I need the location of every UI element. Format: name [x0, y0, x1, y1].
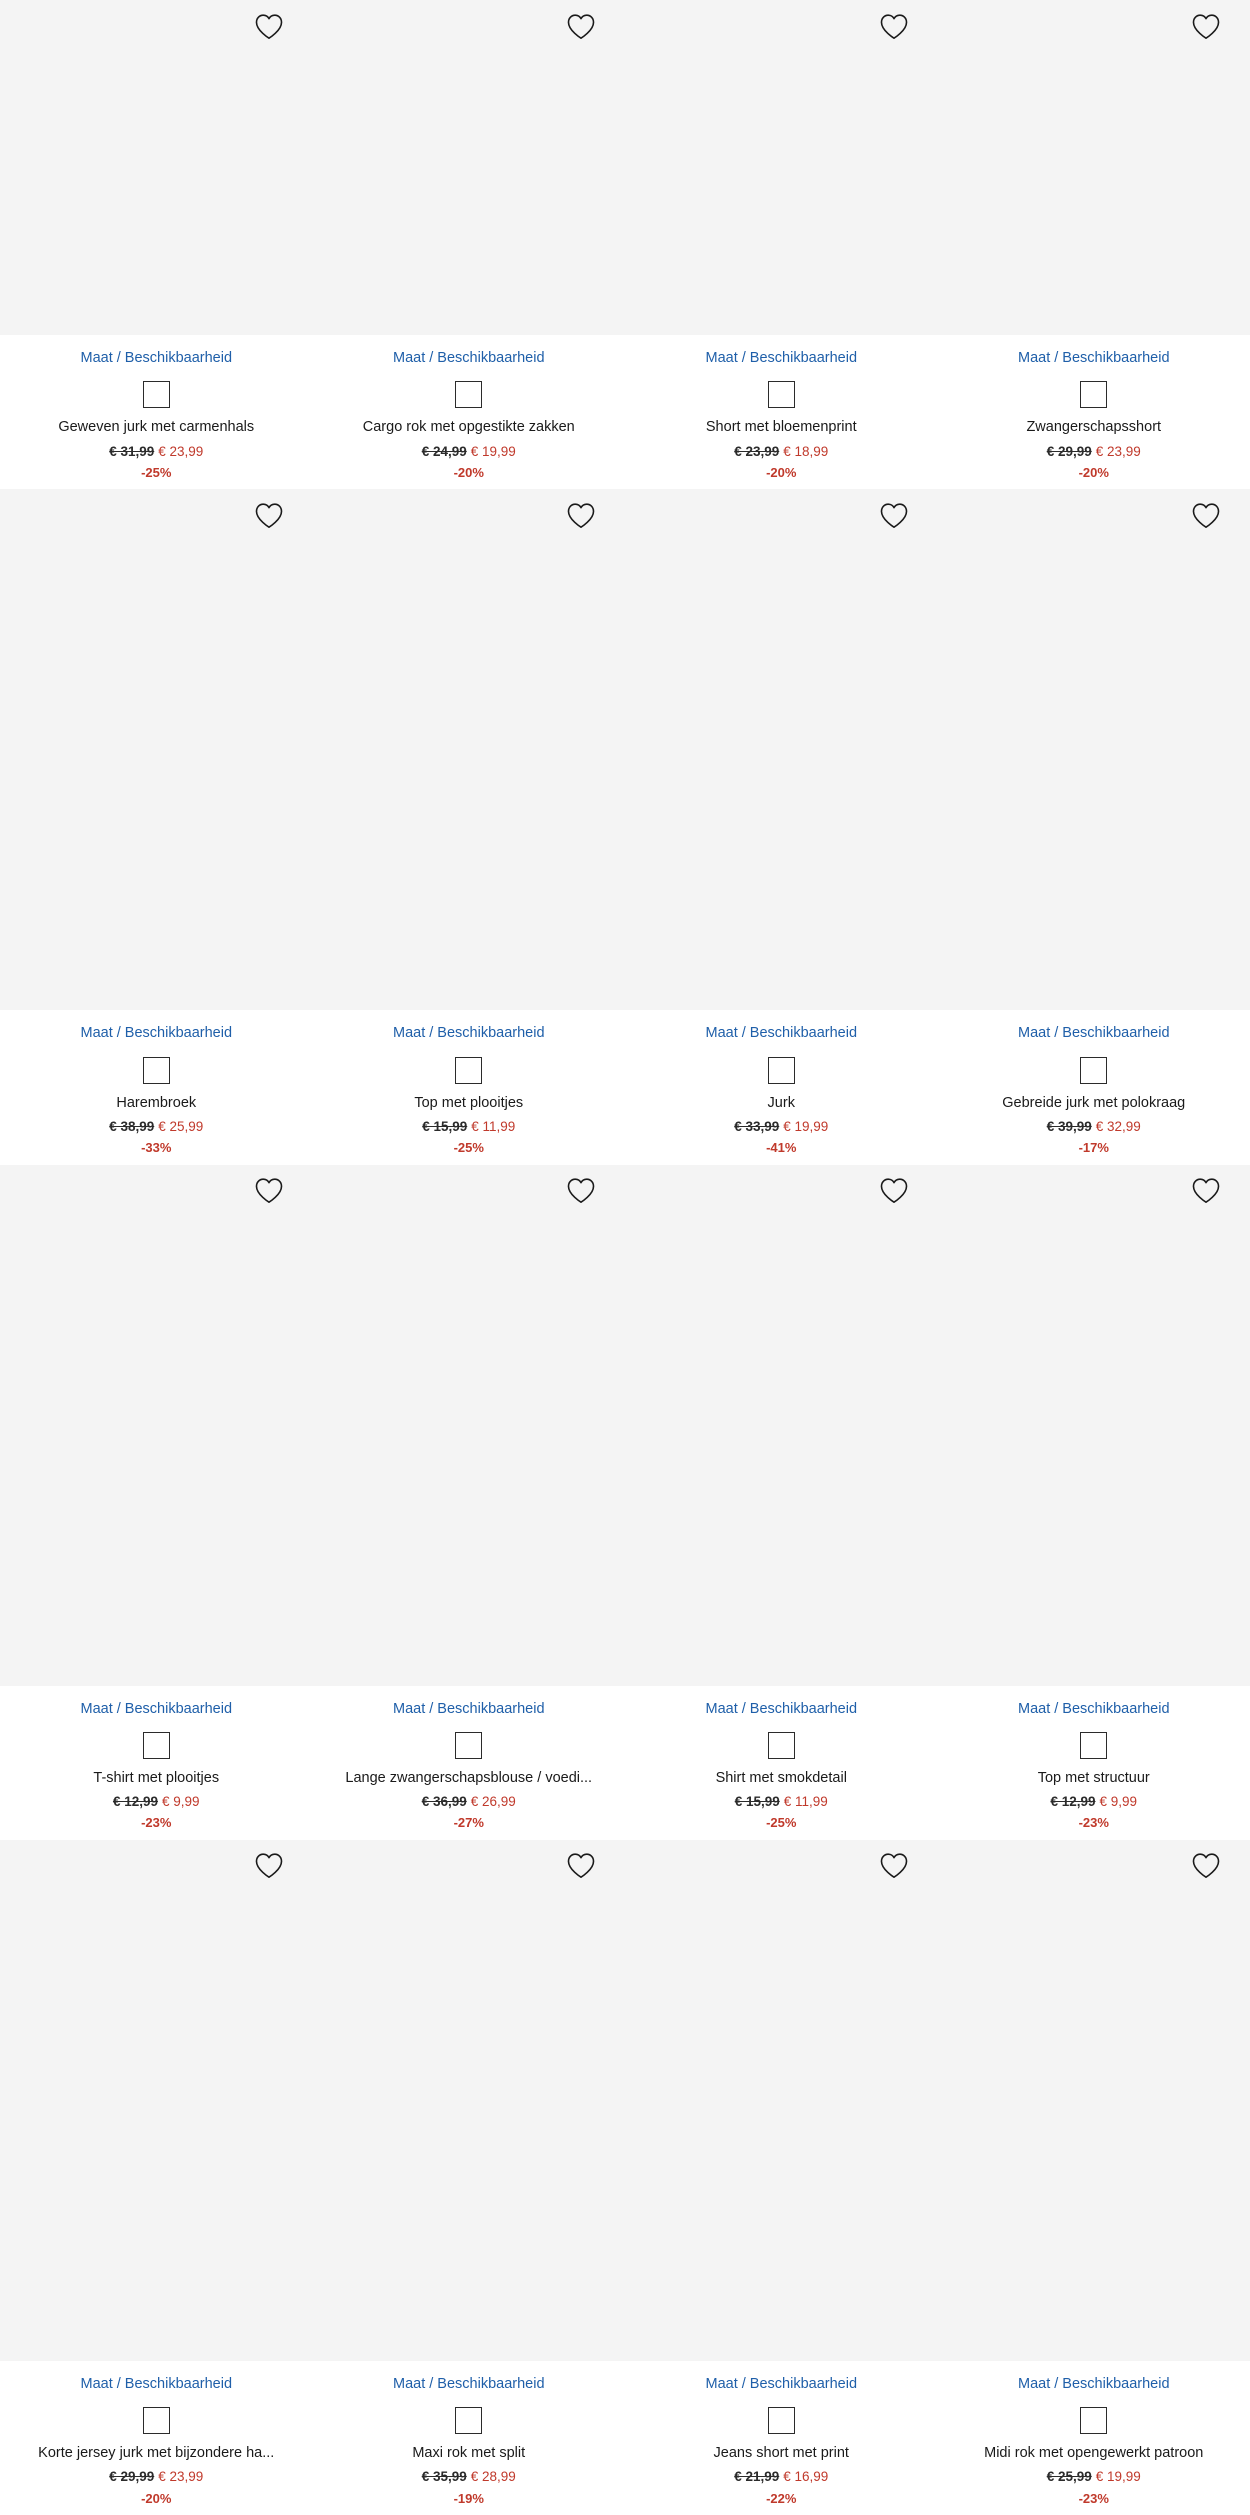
product-meta: [0, 1686, 313, 1831]
size-availability-link[interactable]: Maat / Beschikbaarheid: [393, 1701, 545, 1718]
product-image[interactable]: [938, 0, 1250, 335]
size-availability-link[interactable]: Maat / Beschikbaarheid: [705, 2376, 857, 2393]
product-meta: [0, 2361, 313, 2506]
product-image[interactable]: [625, 489, 938, 1010]
product-meta: [625, 1010, 938, 1155]
color-swatch[interactable]: [455, 1057, 482, 1084]
product-prices: [0, 1119, 313, 1135]
product-image[interactable]: [0, 1840, 313, 2361]
original-price: € 15,99: [735, 1794, 780, 1809]
product-meta: [313, 1010, 626, 1155]
product-card[interactable]: [938, 489, 1250, 1155]
product-meta: [625, 335, 938, 480]
heart-outline-icon[interactable]: [251, 8, 287, 44]
product-image[interactable]: [313, 1840, 626, 2361]
original-price: € 29,99: [1047, 444, 1092, 459]
sale-price: € 28,99: [471, 2469, 516, 2484]
product-meta: [313, 2361, 626, 2506]
sale-price: € 18,99: [783, 444, 828, 459]
product-prices: [938, 1794, 1250, 1810]
product-image[interactable]: [625, 0, 938, 335]
product-title[interactable]: Shirt met smokdetail: [625, 1769, 938, 1787]
product-meta: [625, 2361, 938, 2506]
discount-badge: -17%: [938, 1140, 1250, 1156]
heart-outline-icon[interactable]: [1188, 8, 1224, 44]
product-meta: [625, 1686, 938, 1831]
product-prices: [0, 444, 313, 460]
product-meta: [938, 2361, 1250, 2506]
discount-badge: -19%: [313, 2491, 626, 2507]
product-card[interactable]: [313, 1165, 626, 1831]
product-title[interactable]: Top met structuur: [938, 1769, 1250, 1787]
sale-price: € 9,99: [1100, 1794, 1138, 1809]
discount-badge: -27%: [313, 1815, 626, 1831]
original-price: € 23,99: [734, 444, 779, 459]
color-swatch[interactable]: [768, 1057, 795, 1084]
product-meta: [313, 1686, 626, 1831]
color-swatch[interactable]: [768, 381, 795, 408]
product-card[interactable]: [625, 1165, 938, 1831]
product-title[interactable]: Maxi rok met split: [313, 2444, 626, 2462]
original-price: € 38,99: [109, 1119, 154, 1134]
color-swatch[interactable]: [143, 381, 170, 408]
sale-price: € 23,99: [158, 444, 203, 459]
product-meta: [0, 335, 313, 480]
product-image[interactable]: [313, 489, 626, 1010]
heart-outline-icon[interactable]: [563, 8, 599, 44]
size-availability-link[interactable]: Maat / Beschikbaarheid: [705, 1701, 857, 1718]
color-swatch[interactable]: [1080, 1057, 1107, 1084]
product-prices: [313, 1119, 626, 1135]
size-availability-link[interactable]: Maat / Beschikbaarheid: [80, 1701, 232, 1718]
discount-badge: -23%: [938, 2491, 1250, 2507]
product-title[interactable]: Jeans short met print: [625, 2444, 938, 2462]
original-price: € 15,99: [422, 1119, 467, 1134]
product-title[interactable]: Geweven jurk met carmenhals: [0, 418, 313, 436]
size-availability-link[interactable]: Maat / Beschikbaarheid: [393, 1025, 545, 1042]
product-meta: [938, 335, 1250, 480]
product-card[interactable]: [313, 1840, 626, 2506]
product-title[interactable]: Cargo rok met opgestikte zakken: [313, 418, 626, 436]
sale-price: € 23,99: [158, 2469, 203, 2484]
size-availability-link[interactable]: Maat / Beschikbaarheid: [1018, 2376, 1170, 2393]
color-swatch[interactable]: [455, 1732, 482, 1759]
discount-badge: -33%: [0, 1140, 313, 1156]
discount-badge: -25%: [0, 465, 313, 481]
product-title[interactable]: Korte jersey jurk met bijzondere ha...: [0, 2444, 313, 2462]
product-row: [0, 489, 1250, 1155]
heart-outline-icon[interactable]: [1188, 497, 1224, 533]
color-swatch[interactable]: [1080, 381, 1107, 408]
original-price: € 12,99: [113, 1794, 158, 1809]
product-prices: [625, 1794, 938, 1810]
size-availability-link[interactable]: Maat / Beschikbaarheid: [80, 350, 232, 367]
product-meta: [313, 335, 626, 480]
product-prices: [938, 2469, 1250, 2485]
product-prices: [938, 444, 1250, 460]
original-price: € 21,99: [734, 2469, 779, 2484]
sale-price: € 11,99: [471, 1119, 515, 1134]
discount-badge: -25%: [625, 1815, 938, 1831]
product-prices: [0, 2469, 313, 2485]
product-image[interactable]: [0, 0, 313, 335]
discount-badge: -41%: [625, 1140, 938, 1156]
product-card[interactable]: [625, 489, 938, 1155]
color-swatch[interactable]: [1080, 2407, 1107, 2434]
product-title[interactable]: Gebreide jurk met polokraag: [938, 1094, 1250, 1112]
product-card[interactable]: [0, 0, 313, 480]
product-image[interactable]: [625, 1840, 938, 2361]
color-swatch[interactable]: [1080, 1732, 1107, 1759]
discount-badge: -20%: [313, 465, 626, 481]
original-price: € 31,99: [109, 444, 154, 459]
size-availability-link[interactable]: Maat / Beschikbaarheid: [1018, 350, 1170, 367]
size-availability-link[interactable]: Maat / Beschikbaarheid: [1018, 1025, 1170, 1042]
original-price: € 25,99: [1047, 2469, 1092, 2484]
original-price: € 24,99: [422, 444, 467, 459]
product-title[interactable]: Jurk: [625, 1094, 938, 1112]
size-availability-link[interactable]: Maat / Beschikbaarheid: [705, 1025, 857, 1042]
heart-outline-icon[interactable]: [563, 1173, 599, 1209]
size-availability-link[interactable]: Maat / Beschikbaarheid: [393, 2376, 545, 2393]
size-availability-link[interactable]: Maat / Beschikbaarheid: [80, 1025, 232, 1042]
product-image[interactable]: [938, 1840, 1250, 2361]
discount-badge: -22%: [625, 2491, 938, 2507]
color-swatch[interactable]: [455, 381, 482, 408]
heart-outline-icon[interactable]: [251, 1173, 287, 1209]
product-image[interactable]: [625, 1165, 938, 1686]
heart-outline-icon[interactable]: [563, 1848, 599, 1884]
sale-price: € 19,99: [783, 1119, 828, 1134]
color-swatch[interactable]: [768, 2407, 795, 2434]
heart-outline-icon[interactable]: [1188, 1848, 1224, 1884]
product-prices: [625, 444, 938, 460]
size-availability-link[interactable]: Maat / Beschikbaarheid: [80, 2376, 232, 2393]
size-availability-link[interactable]: Maat / Beschikbaarheid: [705, 350, 857, 367]
size-availability-link[interactable]: Maat / Beschikbaarheid: [1018, 1701, 1170, 1718]
color-swatch[interactable]: [143, 2407, 170, 2434]
heart-outline-icon[interactable]: [251, 1848, 287, 1884]
product-title[interactable]: Harembroek: [0, 1094, 313, 1112]
heart-outline-icon[interactable]: [563, 497, 599, 533]
color-swatch[interactable]: [143, 1732, 170, 1759]
product-meta: [0, 1010, 313, 1155]
product-card[interactable]: [938, 1165, 1250, 1831]
heart-outline-icon[interactable]: [876, 1173, 912, 1209]
product-card[interactable]: [625, 0, 938, 480]
product-row: [0, 1840, 1250, 2506]
product-row: [0, 1165, 1250, 1831]
product-image[interactable]: [313, 0, 626, 335]
product-prices: [625, 1119, 938, 1135]
product-prices: [0, 1794, 313, 1810]
product-meta: [938, 1686, 1250, 1831]
product-card[interactable]: [0, 1165, 313, 1831]
original-price: € 39,99: [1047, 1119, 1092, 1134]
heart-outline-icon[interactable]: [876, 8, 912, 44]
original-price: € 33,99: [734, 1119, 779, 1134]
product-image[interactable]: [938, 489, 1250, 1010]
heart-outline-icon[interactable]: [876, 1848, 912, 1884]
product-title[interactable]: Lange zwangerschapsblouse / voedi...: [313, 1769, 626, 1787]
product-row: [0, 0, 1250, 480]
product-image[interactable]: [0, 489, 313, 1010]
product-title[interactable]: Midi rok met opengewerkt patroon: [938, 2444, 1250, 2462]
product-title[interactable]: Top met plooitjes: [313, 1094, 626, 1112]
product-card[interactable]: [313, 489, 626, 1155]
product-title[interactable]: Short met bloemenprint: [625, 418, 938, 436]
product-prices: [625, 2469, 938, 2485]
original-price: € 35,99: [422, 2469, 467, 2484]
sale-price: € 19,99: [1096, 2469, 1141, 2484]
product-card[interactable]: [0, 489, 313, 1155]
discount-badge: -25%: [313, 1140, 626, 1156]
discount-badge: -23%: [938, 1815, 1250, 1831]
product-card[interactable]: [625, 1840, 938, 2506]
heart-outline-icon[interactable]: [251, 497, 287, 533]
product-meta: [938, 1010, 1250, 1155]
heart-outline-icon[interactable]: [1188, 1173, 1224, 1209]
discount-badge: -20%: [0, 2491, 313, 2507]
original-price: € 36,99: [422, 1794, 467, 1809]
discount-badge: -23%: [0, 1815, 313, 1831]
product-card[interactable]: [0, 1840, 313, 2506]
product-prices: [313, 1794, 626, 1810]
sale-price: € 26,99: [471, 1794, 516, 1809]
sale-price: € 25,99: [158, 1119, 203, 1134]
sale-price: € 16,99: [783, 2469, 828, 2484]
sale-price: € 19,99: [471, 444, 516, 459]
product-image[interactable]: [938, 1165, 1250, 1686]
size-availability-link[interactable]: Maat / Beschikbaarheid: [393, 350, 545, 367]
color-swatch[interactable]: [455, 2407, 482, 2434]
product-card[interactable]: [938, 0, 1250, 480]
product-prices: [313, 2469, 626, 2485]
original-price: € 12,99: [1050, 1794, 1095, 1809]
product-prices: [938, 1119, 1250, 1135]
heart-outline-icon[interactable]: [876, 497, 912, 533]
product-card[interactable]: [313, 0, 626, 480]
color-swatch[interactable]: [143, 1057, 170, 1084]
sale-price: € 11,99: [784, 1794, 828, 1809]
product-image[interactable]: [313, 1165, 626, 1686]
product-image[interactable]: [0, 1165, 313, 1686]
discount-badge: -20%: [938, 465, 1250, 481]
original-price: € 29,99: [109, 2469, 154, 2484]
sale-price: € 23,99: [1096, 444, 1141, 459]
product-title[interactable]: Zwangerschapsshort: [938, 418, 1250, 436]
discount-badge: -20%: [625, 465, 938, 481]
color-swatch[interactable]: [768, 1732, 795, 1759]
sale-price: € 32,99: [1096, 1119, 1141, 1134]
product-prices: [313, 444, 626, 460]
sale-price: € 9,99: [162, 1794, 200, 1809]
product-card[interactable]: [938, 1840, 1250, 2506]
product-title[interactable]: T-shirt met plooitjes: [0, 1769, 313, 1787]
